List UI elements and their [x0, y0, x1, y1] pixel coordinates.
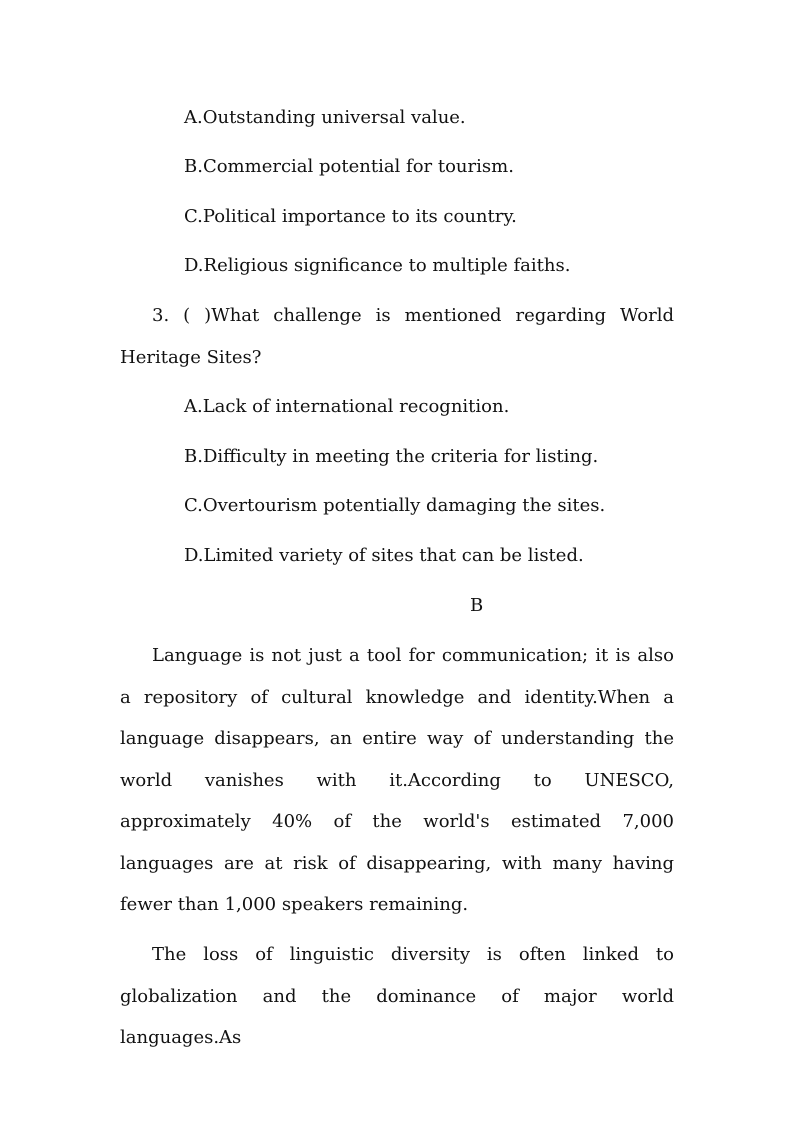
section-heading: B — [470, 595, 484, 616]
q2-option-a: A.Outstanding universal value. — [184, 107, 466, 128]
q3-option-a: A.Lack of international recognition. — [184, 396, 510, 417]
q3-stem-line1: 3. ( )What challenge is mentioned regarding World — [152, 305, 674, 326]
passage-paragraph-2: The loss of linguistic diversity is often linked to globalization and the dominance of major world languages.As — [120, 944, 674, 1048]
passage-paragraph-1: Language is not just a tool for communication; it is also a repository of cultural knowledge and identity.When a language disappears, an entire way of understanding the world vanishes with it.According to UNESCO, approximately 40% of the world's estimated 7,000 languages are at risk of disappearing, with many having fewer than 1,000 speakers remaining. — [120, 645, 674, 915]
q3-option-c: C.Overtourism potentially damaging the sites. — [184, 495, 606, 516]
q3-option-d: D.Limited variety of sites that can be listed. — [184, 545, 584, 566]
q2-option-d: D.Religious significance to multiple faiths. — [184, 255, 571, 276]
q3-stem-line2: Heritage Sites? — [120, 347, 262, 368]
q2-option-c: C.Political importance to its country. — [184, 206, 517, 227]
q3-option-b: B.Difficulty in meeting the criteria for listing. — [184, 446, 599, 467]
q2-option-b: B.Commercial potential for tourism. — [184, 156, 514, 177]
